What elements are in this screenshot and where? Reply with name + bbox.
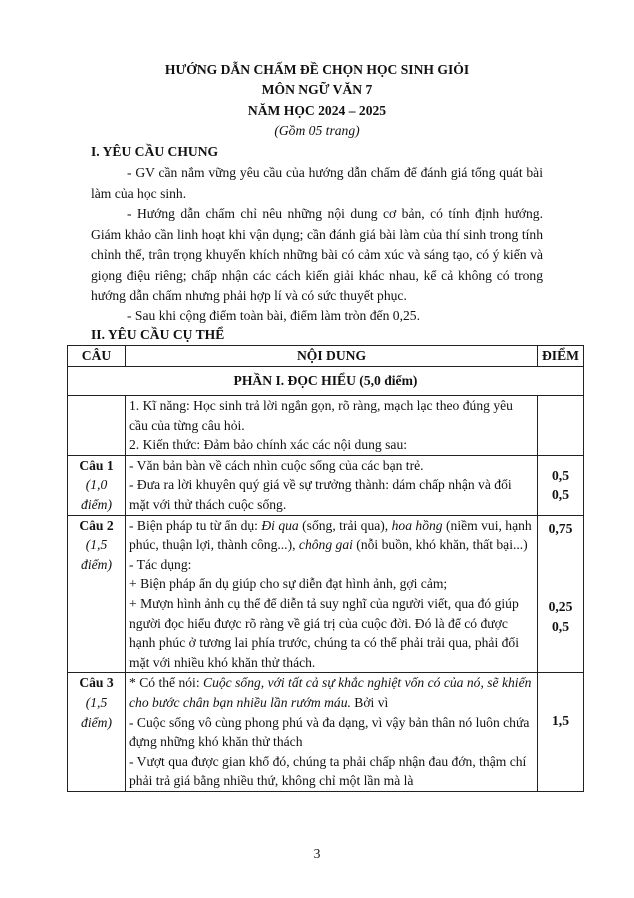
q2-points: (1,5 điểm) bbox=[81, 537, 112, 572]
intro-row bbox=[68, 396, 584, 456]
part1-title: PHẦN I. ĐỌC HIỂU (5,0 điểm) bbox=[68, 367, 584, 396]
section1-p1-text: - GV cần nắm vững yêu cầu của hướng dẫn chấm để đánh giá tổng quát bài làm của học sinh. bbox=[91, 165, 543, 201]
q3-score1: 1,5 bbox=[552, 713, 569, 729]
intro-line1: 1. Kĩ năng: Học sinh trả lời ngắn gọn, rõ ràng, mạch lạc theo đúng yêu cầu của từng câu hỏi. bbox=[129, 398, 513, 433]
q2-score3: 0,5 bbox=[552, 618, 569, 634]
section1-p3-text: - Sau khi cộng điểm toàn bài, điểm làm tròn đến 0,25. bbox=[127, 308, 420, 323]
intro-line2: 2. Kiến thức: Đảm bảo chính xác các nội dung sau: bbox=[129, 437, 408, 453]
q1-label-cell bbox=[68, 455, 126, 515]
q2-l1e: (niềm vui, hạnh phúc, thuận lợi, thành công...), bbox=[129, 517, 532, 553]
q1-points: (1,0 điểm) bbox=[81, 477, 112, 512]
q1-line1: - Văn bản bàn về cách nhìn cuộc sống của các bạn trẻ. bbox=[129, 457, 424, 473]
q3-content-cell bbox=[126, 673, 538, 792]
q1-row bbox=[68, 455, 584, 515]
q1-content-cell bbox=[126, 455, 538, 515]
q1-score-cell bbox=[538, 455, 584, 515]
doc-title-line3: NĂM HỌC 2024 – 2025 bbox=[247, 103, 387, 118]
section1-paragraph1 bbox=[91, 163, 543, 204]
q3-l1a: * Có thể nói: bbox=[129, 675, 204, 691]
q2-l1a: - Biện pháp tu từ ẩn dụ: bbox=[129, 517, 262, 533]
q2-label-cell bbox=[68, 515, 126, 673]
q3-label: Câu 3 bbox=[79, 675, 114, 691]
page-number: 3 bbox=[313, 846, 321, 861]
q2-score1: 0,75 bbox=[548, 520, 573, 536]
q2-line1 bbox=[129, 516, 534, 555]
q2-line4: + Mượn hình ảnh cụ thể để diễn tả suy nghĩ của người viết, qua đó giúp người đọc hiểu được rõ ràng về giá trị của cuộc đời. Đó là để có được hạnh phúc ở tương lai phía trước, chúng ta có thể phải trải qua, phải đối mặt với nhiều khó khăn thử thách. bbox=[129, 595, 520, 670]
q1-score2: 0,5 bbox=[552, 487, 569, 503]
intro-score-cell bbox=[538, 396, 584, 456]
q2-score2: 0,25 bbox=[548, 599, 573, 615]
q3-row bbox=[68, 673, 584, 792]
q3-line3: - Vượt qua được gian khổ đó, chúng ta phải chấp nhận đau đớn, thậm chí phải trả giá bằng nhiều thứ, không chỉ một lần mà là bbox=[129, 753, 527, 789]
section1-heading: I. YÊU CẦU CHUNG bbox=[91, 144, 219, 159]
doc-title-line2: MÔN NGỮ VĂN 7 bbox=[261, 82, 373, 97]
section1-paragraph3 bbox=[91, 306, 543, 327]
col-header-noidung: NỘI DUNG bbox=[126, 346, 538, 367]
table-header-row bbox=[68, 346, 584, 367]
doc-page-count: (Gồm 05 trang) bbox=[274, 123, 360, 138]
q2-l1g: (nỗi buồn, khó khăn, thất bại...) bbox=[352, 537, 528, 553]
q2-l1c: (sống, trải qua), bbox=[298, 517, 392, 533]
q2-line2: - Tác dụng: bbox=[129, 556, 192, 572]
q2-l1f: chông gai bbox=[298, 537, 353, 553]
section1-p2-text: - Hướng dẫn chấm chỉ nêu những nội dung cơ bản, có tính định hướng. Giám khảo cần linh hoạt khi vận dụng; cần đánh giá bài làm của thí sinh trong tính chỉnh thể, trân trọng khuyến khích những bài có cảm xúc và sáng tạo, có ý kiến và giọng điệu riêng; chấp nhận các cách kiến giải khác nhau, kể cả không có trong hướng dẫn chấm nhưng phải hợp lí và có sức thuyết phục. bbox=[91, 206, 543, 303]
col-header-cau: CÂU bbox=[68, 346, 126, 367]
doc-title-line1: HƯỚNG DẪN CHẤM ĐỀ CHỌN HỌC SINH GIỎI bbox=[164, 62, 470, 77]
q3-l1c: Bởi vì bbox=[350, 694, 389, 710]
q2-content-cell bbox=[126, 515, 538, 673]
q1-label: Câu 1 bbox=[79, 457, 114, 473]
col-header-diem: ĐIỂM bbox=[538, 346, 584, 367]
part1-row bbox=[68, 367, 584, 396]
q3-line2: - Cuộc sống vô cùng phong phú và đa dạng, vì vậy bản thân nó luôn chứa đựng những khó khăn thử thách bbox=[129, 714, 530, 750]
section1-paragraph2 bbox=[91, 204, 543, 307]
q2-score-cell bbox=[538, 515, 584, 673]
q1-score1: 0,5 bbox=[552, 467, 569, 483]
q3-l1b: Cuộc sống, với tất cả sự khắc nghiệt vốn có của nó, sẽ khiến cho bước chân bạn nhiều lần rướm máu. bbox=[129, 675, 532, 710]
q1-line2: - Đưa ra lời khuyên quý giá về sự trưởng thành: dám chấp nhận và đối mặt với thử thách cuộc sống. bbox=[129, 477, 512, 512]
q2-line3: + Biện pháp ẩn dụ giúp cho sự diễn đạt hình ảnh, gợi cảm; bbox=[129, 576, 448, 592]
q3-score-cell bbox=[538, 673, 584, 792]
q3-points: (1,5 điểm) bbox=[81, 694, 112, 730]
intro-content-cell bbox=[126, 396, 538, 456]
q3-line1 bbox=[129, 673, 534, 712]
intro-cau-cell bbox=[68, 396, 126, 456]
q2-row bbox=[68, 515, 584, 673]
q2-l1d: hoa hồng bbox=[391, 517, 443, 533]
q2-label: Câu 2 bbox=[79, 517, 114, 533]
section2-heading: II. YÊU CẦU CỤ THỂ bbox=[91, 327, 225, 342]
q3-label-cell bbox=[68, 673, 126, 792]
q2-l1b: Đi qua bbox=[261, 517, 299, 533]
grading-table bbox=[67, 345, 584, 792]
